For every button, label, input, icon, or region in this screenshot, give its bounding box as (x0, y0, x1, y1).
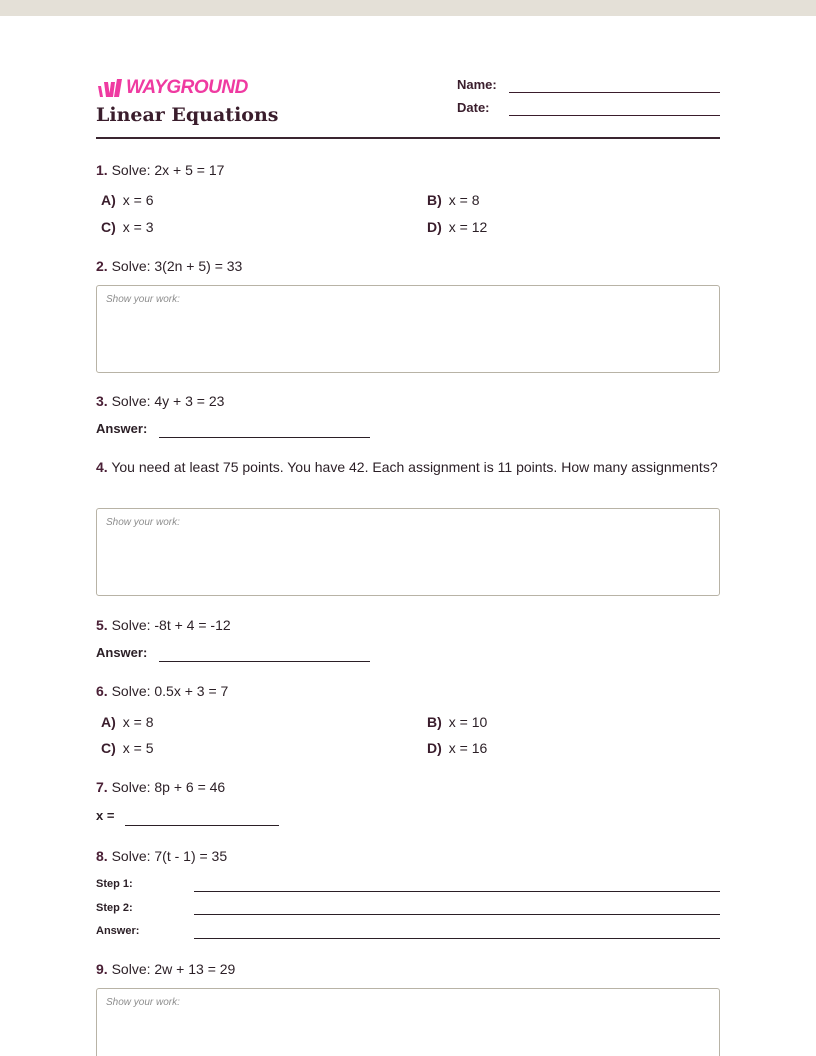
question-3-number: 3. (96, 393, 108, 409)
question-8-step-2-label: Step 2: (96, 902, 133, 914)
question-5-prompt (96, 614, 720, 637)
question-9-work-box[interactable] (96, 988, 720, 1056)
question-2-text: Solve: 3(2n + 5) = 33 (111, 258, 243, 274)
question-6-choice-b[interactable]: B) x = 10 (427, 714, 488, 730)
question-6 (96, 680, 720, 756)
question-9-prompt (96, 958, 720, 981)
question-2-work-box[interactable] (96, 285, 720, 373)
question-1-text: Solve: 2x + 5 = 17 (111, 162, 225, 178)
question-6-choice-d[interactable]: D) x = 16 (427, 740, 488, 756)
date-label: Date: (457, 100, 490, 115)
question-4-work-box[interactable] (96, 508, 720, 596)
question-3-prompt (96, 390, 720, 413)
question-7-prompt (96, 776, 720, 799)
question-6-choice-c[interactable]: C) x = 5 (101, 740, 154, 756)
top-bar (0, 0, 816, 16)
question-5-number: 5. (96, 617, 108, 633)
question-8-prompt (96, 845, 720, 868)
question-3-answer-label: Answer: (96, 421, 148, 436)
question-7 (96, 776, 720, 823)
question-5-answer-label: Answer: (96, 645, 148, 660)
question-1-choice-b[interactable]: B) x = 8 (427, 192, 480, 208)
question-2-prompt (96, 255, 720, 278)
question-5-text: Solve: -8t + 4 = -12 (111, 617, 231, 633)
question-6-number: 6. (96, 683, 108, 699)
work-placeholder: Show your work: (106, 997, 180, 1008)
question-8-text: Solve: 7(t - 1) = 35 (111, 848, 228, 864)
question-7-answer-line[interactable] (125, 825, 279, 826)
question-8-step-2-line[interactable] (194, 914, 720, 915)
question-4-number: 4. (96, 459, 108, 475)
question-6-prompt (96, 680, 720, 703)
question-7-text: Solve: 8p + 6 = 46 (111, 779, 226, 795)
date-line[interactable] (509, 115, 720, 116)
question-1-prompt (96, 159, 720, 182)
name-label: Name: (457, 77, 497, 92)
name-line[interactable] (509, 92, 720, 93)
question-4 (96, 456, 720, 528)
question-1-choice-a[interactable]: A) x = 6 (101, 192, 154, 208)
brand-name: WAYGROUND (126, 77, 248, 98)
wayground-logo-icon (96, 78, 124, 98)
question-8-answer-line[interactable] (194, 938, 720, 939)
question-9-number: 9. (96, 961, 108, 977)
work-placeholder: Show your work: (106, 517, 180, 528)
question-4-prompt (96, 456, 720, 479)
question-4-text: You need at least 75 points. You have 42. Each assignment is 11 points. How many assignments? (111, 459, 718, 475)
question-6-text: Solve: 0.5x + 3 = 7 (111, 683, 229, 699)
page-title: Linear Equations (96, 104, 279, 126)
question-7-answer-label: x = (96, 808, 115, 823)
question-8 (96, 845, 720, 937)
question-1-choice-d[interactable]: D) x = 12 (427, 219, 488, 235)
question-8-step-1-line[interactable] (194, 891, 720, 892)
work-placeholder: Show your work: (106, 294, 180, 305)
question-6-choice-a[interactable]: A) x = 8 (101, 714, 154, 730)
question-1-choice-c[interactable]: C) x = 3 (101, 219, 154, 235)
brand-logo (96, 78, 248, 98)
question-3 (96, 390, 720, 436)
question-5-answer-line[interactable] (159, 661, 370, 662)
date-field[interactable] (457, 100, 720, 120)
question-8-answer-label: Answer: (96, 925, 140, 937)
question-5 (96, 614, 720, 660)
question-9-text: Solve: 2w + 13 = 29 (111, 961, 236, 977)
worksheet-page (96, 16, 720, 1008)
name-field[interactable] (457, 77, 720, 97)
question-7-number: 7. (96, 779, 108, 795)
question-8-step-1-label: Step 1: (96, 878, 133, 890)
question-1 (96, 159, 720, 235)
worksheet-header (96, 16, 720, 139)
question-3-text: Solve: 4y + 3 = 23 (111, 393, 225, 409)
question-2-number: 2. (96, 258, 108, 274)
question-2 (96, 255, 720, 305)
question-1-number: 1. (96, 162, 108, 178)
question-3-answer-line[interactable] (159, 437, 370, 438)
question-8-number: 8. (96, 848, 108, 864)
question-9 (96, 958, 720, 1008)
